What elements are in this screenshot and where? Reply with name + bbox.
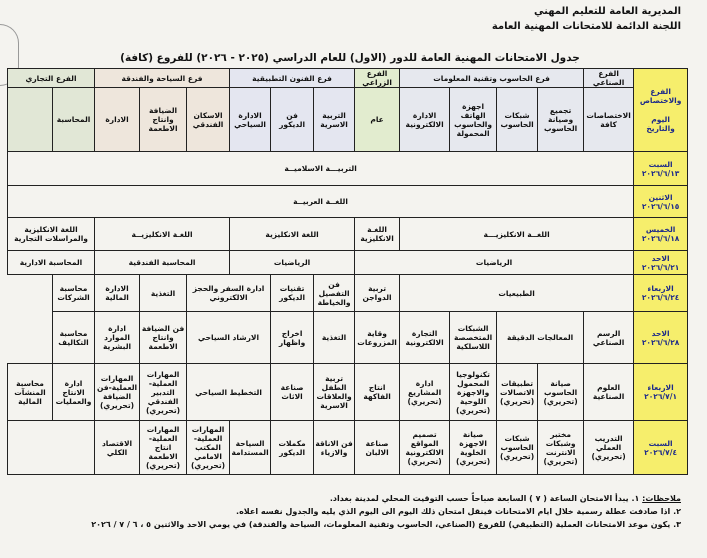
exam-cell: المهارات العملية-انتاج الاطعمة (تحريري) — [140, 421, 187, 475]
exam-cell: المهارات العملية-التدبير الفندقي (تحريري) — [140, 364, 187, 421]
exam-cell: المحاسبة الفندقية — [95, 251, 230, 275]
exam-cell: ادارة السفر والحجز الالكتروني — [187, 275, 271, 312]
date-cell: الخميس ٢٠٢٦/٦/١٨ — [634, 218, 688, 251]
exam-cell: تكنولوجيا المحمول والاجهزة اللوحية (تحريري) — [450, 364, 497, 421]
exam-cell: التربيـــة الاسلاميــة — [8, 152, 634, 186]
spec-11: الادارة — [95, 88, 140, 152]
exam-cell: ادارة الموارد البشرية — [95, 312, 140, 364]
exam-cell: وقاية المزروعات — [355, 312, 400, 364]
branch-applied-arts: فرع الفنون التطبيقية — [230, 69, 355, 88]
exam-cell: محاسبة الشركات — [53, 275, 95, 312]
exam-cell: تقنيات الديكور — [271, 275, 314, 312]
exam-cell — [8, 421, 95, 475]
spec-12: المحاسبة — [53, 88, 95, 152]
spec-9: الاسكان الفندقي — [187, 88, 230, 152]
exam-cell: المهارات العملية-فن الضيافة (تحريري) — [95, 364, 140, 421]
exam-cell: صيانة الاجهزة الخلوية (تحريري) — [450, 421, 497, 475]
spec-8: الادارة السياحي — [230, 88, 271, 152]
exam-cell: التغذية — [314, 312, 355, 364]
exam-cell: التخطيط السياحي — [187, 364, 271, 421]
exam-cell: الارشاد السياحي — [187, 312, 271, 364]
exam-cell: الشبكات المتخصصة اللاسلكية — [450, 312, 497, 364]
document-title: جدول الامتحانات المهنية العامة للدور (الاول) للعام الدراسي (٢٠٢٥ - ٢٠٢٦) للفروع (كافة) — [120, 52, 580, 64]
spec-2: شبكات الحاسوب — [497, 88, 538, 152]
spec-10: الضيافة وانتاج الاطعمة — [140, 88, 187, 152]
exam-cell: التجارة الالكترونية — [400, 312, 450, 364]
branch-industrial: الفرع الصناعي — [584, 69, 634, 88]
branch-agri: الفرع الزراعي — [355, 69, 400, 88]
corner-branch-label: الفرع — [650, 87, 671, 96]
exam-cell: اللغة الانكليزية — [230, 218, 355, 251]
note-2: ٢. اذا صادفت عطلة رسمية خلال ايام الامتحانات فينقل امتحان ذلك اليوم الى اليوم الذي يليه والجدول نفسه اعلاه. — [236, 507, 681, 516]
date-cell: الاحد ٢٠٢٦/٦/٢٨ — [634, 312, 688, 364]
exam-cell: المهارات العملية-المكتب الامامي (تحريري) — [187, 421, 230, 475]
exam-cell: شبكات الحاسوب (تحريري) — [497, 421, 538, 475]
exam-cell: تربية الدواجن — [355, 275, 400, 312]
exam-cell: فن التفصيل والخياطة — [314, 275, 355, 312]
note-3: ٣. يكون موعد الامتحانات العملية (التطبيقي) للفروع (الصناعي، الحاسوب وتقنية المعلومات، السياحة والفندقة) في يومي الاحد والاثنين ٥ ، ٦ / ٧ / ٢٠٢٦ — [91, 520, 681, 529]
exam-cell: الادارة المالية — [95, 275, 140, 312]
exam-cell: المحاسبة الادارية — [8, 251, 95, 275]
corner-day-label: اليوم — [651, 115, 670, 124]
exam-cell: السياحة المستدامة — [230, 421, 271, 475]
exam-cell: فن الاناقة والازياء — [314, 421, 355, 475]
exam-cell: الطبيعيات — [400, 275, 634, 312]
exam-cell: التدريب العملي (تحريري) — [584, 421, 634, 475]
date-cell: السبت ٢٠٢٦/٧/٤ — [634, 421, 688, 475]
exam-cell: اللغة الانكليزية والمراسلات التجارية — [8, 218, 95, 251]
branch-commercial: الفرع التجاري — [8, 69, 95, 88]
exam-cell: الاقتصاد الكلي — [95, 421, 140, 475]
date-cell: الاربعاء ٢٠٢٦/٧/١ — [634, 364, 688, 421]
exam-cell: اللغــة الانكليزيـــة — [400, 218, 634, 251]
exam-cell: انتاج الفاكهة — [355, 364, 400, 421]
exam-cell: تطبيقات الاتصالات (تحريري) — [497, 364, 538, 421]
exam-cell: صناعة الالبان — [355, 421, 400, 475]
exam-cell: مختبر وشبكات الانترنت (تحريري) — [538, 421, 584, 475]
date-cell: الاثنين ٢٠٢٦/٦/١٥ — [634, 186, 688, 218]
spec-13 — [8, 88, 53, 152]
header — [492, 4, 681, 34]
exam-cell: اللغـة الانكليزيــة — [95, 218, 230, 251]
spec-4: الادارة الالكترونية — [400, 88, 450, 152]
notes — [11, 492, 681, 531]
exam-cell: محاسبة التكاليف — [53, 312, 95, 364]
exam-cell: اخراج واظهار — [271, 312, 314, 364]
exam-cell: ادارة المشاريع (تحريري) — [400, 364, 450, 421]
exam-cell: العلوم الصناعية — [584, 364, 634, 421]
corner-cell — [634, 69, 688, 152]
spec-1: تجميع وصيانة الحاسوب — [538, 88, 584, 152]
branch-tourism: فرع السياحة والفندقة — [95, 69, 230, 88]
spec-5: عام — [355, 88, 400, 152]
exam-cell: محاسبة المنشآت المالية — [8, 364, 53, 421]
exam-cell: المعالجات الدقيقة — [497, 312, 584, 364]
exam-cell: فن الضيافة وانتاج الاطعمة — [140, 312, 187, 364]
exam-cell: صيانة الحاسوب (تحريري) — [538, 364, 584, 421]
exam-cell: التغذية — [140, 275, 187, 312]
exam-cell: صناعة الاثاث — [271, 364, 314, 421]
branch-computer: فرع الحاسوب وتقنية المعلومات — [400, 69, 584, 88]
date-cell: الاربعاء ٢٠٢٦/٦/٢٤ — [634, 275, 688, 312]
exam-cell: الرياضيات — [230, 251, 355, 275]
exam-schedule-table — [7, 68, 688, 475]
note-1: ملاحظات: ١. يبدأ الامتحان الساعة ( ٧ ) السابعة صباحاً حسب التوقيت المحلي لمدينة بغداد. — [329, 494, 681, 503]
exam-cell: ادارة الانتاج والعمليات — [53, 364, 95, 421]
spec-0: الاختصاصات كافة — [584, 88, 634, 152]
exam-cell: الرسم الصناعي — [584, 312, 634, 364]
exam-cell: اللغــة العربيــة — [8, 186, 634, 218]
exam-cell: الرياضيات — [355, 251, 634, 275]
committee-name: اللجنة الدائمة للامتحانات المهنية العامة — [491, 21, 681, 32]
exam-cell: تصميم المواقع الالكترونية (تحريري) — [400, 421, 450, 475]
spec-3: اجهزة الهاتف والحاسوب المحمولة — [450, 88, 497, 152]
date-cell: الاحد ٢٠٢٦/٦/٢١ — [634, 251, 688, 275]
spec-6: التربية الاسرية — [314, 88, 355, 152]
date-cell: السبت ٢٠٢٦/٦/١٣ — [634, 152, 688, 186]
org-name: المديرية العامة للتعليم المهني — [534, 6, 681, 17]
exam-cell: اللغـة الانكليزية — [355, 218, 400, 251]
notes-title: ملاحظات: — [642, 494, 681, 503]
exam-cell: تربية الطفل والعلاقات الاسرية — [314, 364, 355, 421]
corner-spec-label: والاختصاص — [639, 96, 682, 105]
corner-date-label: والتاريخ — [646, 124, 675, 133]
exam-cell: مكملات الديكور — [271, 421, 314, 475]
spec-7: فن الديكور — [271, 88, 314, 152]
